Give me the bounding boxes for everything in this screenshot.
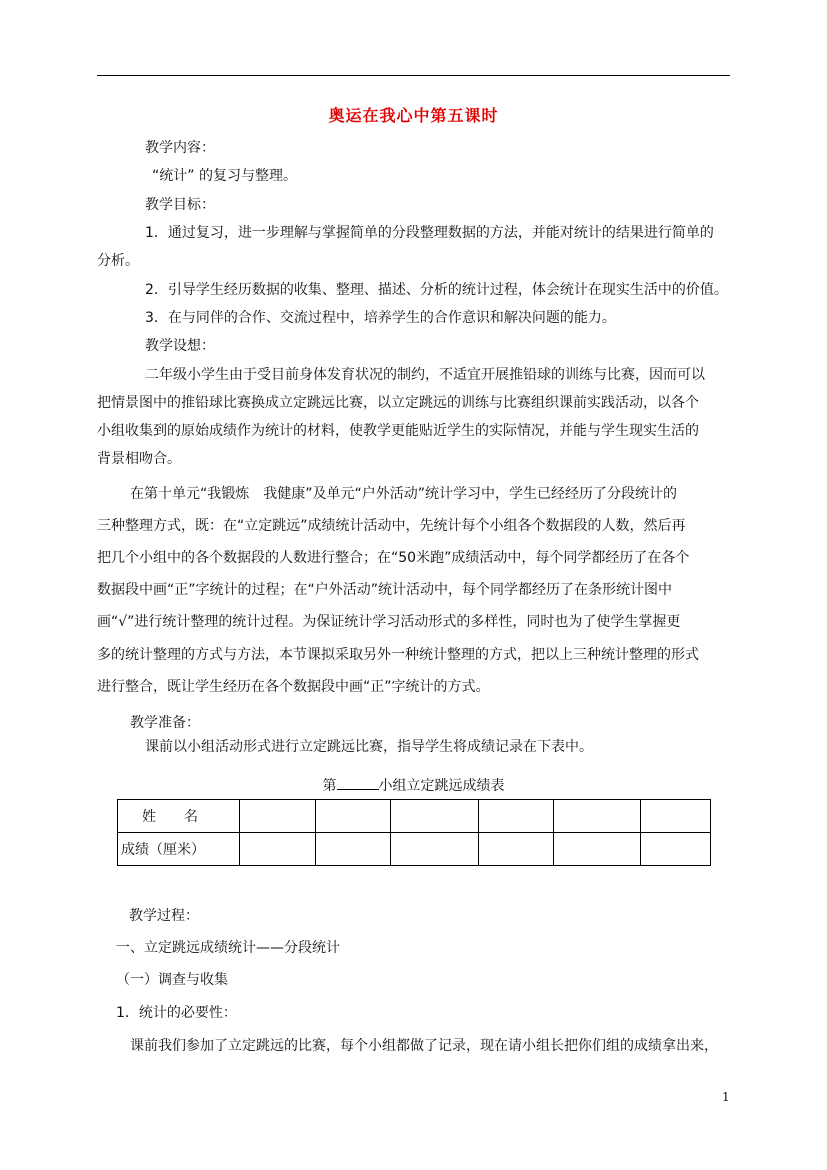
score-header-cell: 成绩（厘米）	[118, 833, 240, 866]
table-cell	[316, 800, 391, 833]
table-cell	[554, 833, 641, 866]
paragraph: 进行整合，既让学生经历在各个数据段中画“正”字统计的方式。	[97, 679, 490, 695]
section-heading-goals: 教学目标：	[145, 197, 215, 213]
paragraph: 课前以小组活动形式进行立定跳远比赛，指导学生将成绩记录在下表中。	[145, 739, 593, 755]
paragraph: 把几个小组中的各个数据段的人数进行整合；在“50米跑”成绩活动中，每个同学都经历了在各个	[97, 550, 690, 566]
paragraph: 2．引导学生经历数据的收集、整理、描述、分析的统计过程，体会统计在现实生活中的价值。	[145, 282, 728, 298]
table-caption-suffix: 小组立定跳远成绩表	[378, 778, 505, 794]
table-caption-prefix: 第	[322, 778, 337, 794]
table-row	[118, 833, 711, 866]
paragraph: 在第十单元“我锻炼 我健康”及单元“户外活动”统计学习中，学生已经经历了分段统计的	[130, 486, 678, 502]
group-number-blank	[337, 775, 379, 790]
section-heading-prep: 教学准备：	[130, 715, 200, 731]
subsection-heading: （一）调查与收集	[116, 972, 228, 988]
subsection-heading: 1．统计的必要性：	[116, 1005, 237, 1021]
table-cell	[479, 800, 554, 833]
document-title: 奥运在我心中第五课时	[328, 106, 499, 125]
subsection-heading: 一、立定跳远成绩统计——分段统计	[116, 940, 340, 956]
score-table	[117, 799, 711, 866]
paragraph: 课前我们参加了立定跳远的比赛，每个小组都做了记录，现在请小组长把你们组的成绩拿出来，	[130, 1038, 718, 1054]
table-cell	[554, 800, 641, 833]
paragraph: 画“√”进行统计整理的统计过程。为保证统计学习活动形式的多样性，同时也为了使学生掌握更	[97, 614, 681, 630]
paragraph: 把情景图中的推铅球比赛换成立定跳远比赛，以立定跳远的训练与比赛组织课前实践活动，以各个	[97, 395, 699, 411]
paragraph: “统计” 的复习与整理。	[152, 168, 297, 184]
header-rule	[97, 75, 730, 76]
table-cell	[641, 833, 711, 866]
table-cell	[641, 800, 711, 833]
paragraph: 背景相吻合。	[97, 451, 181, 467]
table-cell	[391, 800, 479, 833]
paragraph: 多的统计整理的方式与方法，本节课拟采取另外一种统计整理的方式，把以上三种统计整理的形式	[97, 647, 699, 663]
section-heading-content: 教学内容：	[145, 140, 215, 156]
table-cell	[240, 800, 316, 833]
table-cell	[240, 833, 316, 866]
section-heading-process: 教学过程：	[129, 908, 199, 924]
page-number: 1	[722, 1090, 730, 1104]
paragraph: 二年级小学生由于受目前身体发育状况的制约，不适宜开展推铅球的训练与比赛，因而可以	[145, 367, 705, 383]
table-row	[118, 800, 711, 833]
table-cell	[479, 833, 554, 866]
table-caption	[0, 775, 827, 795]
paragraph: 三种整理方式，既：在“立定跳远”成绩统计活动中，先统计每个小组各个数据段的人数，然后再	[97, 518, 686, 534]
section-heading-design: 教学设想：	[145, 338, 215, 354]
table-cell	[316, 833, 391, 866]
paragraph: 小组收集到的原始成绩作为统计的材料，使教学更能贴近学生的实际情况，并能与学生现实生活的	[97, 423, 699, 439]
paragraph: 分析。	[97, 253, 139, 269]
name-header-cell: 姓 名	[118, 800, 240, 833]
paragraph: 1．通过复习，进一步理解与掌握简单的分段整理数据的方法，并能对统计的结果进行简单的	[145, 225, 714, 241]
paragraph: 3．在与同伴的合作、交流过程中，培养学生的合作意识和解决问题的能力。	[145, 310, 616, 326]
paragraph: 数据段中画“正”字统计的过程；在“户外活动”统计活动中，每个同学都经历了在条形统计图中	[97, 582, 673, 598]
table-cell	[391, 833, 479, 866]
